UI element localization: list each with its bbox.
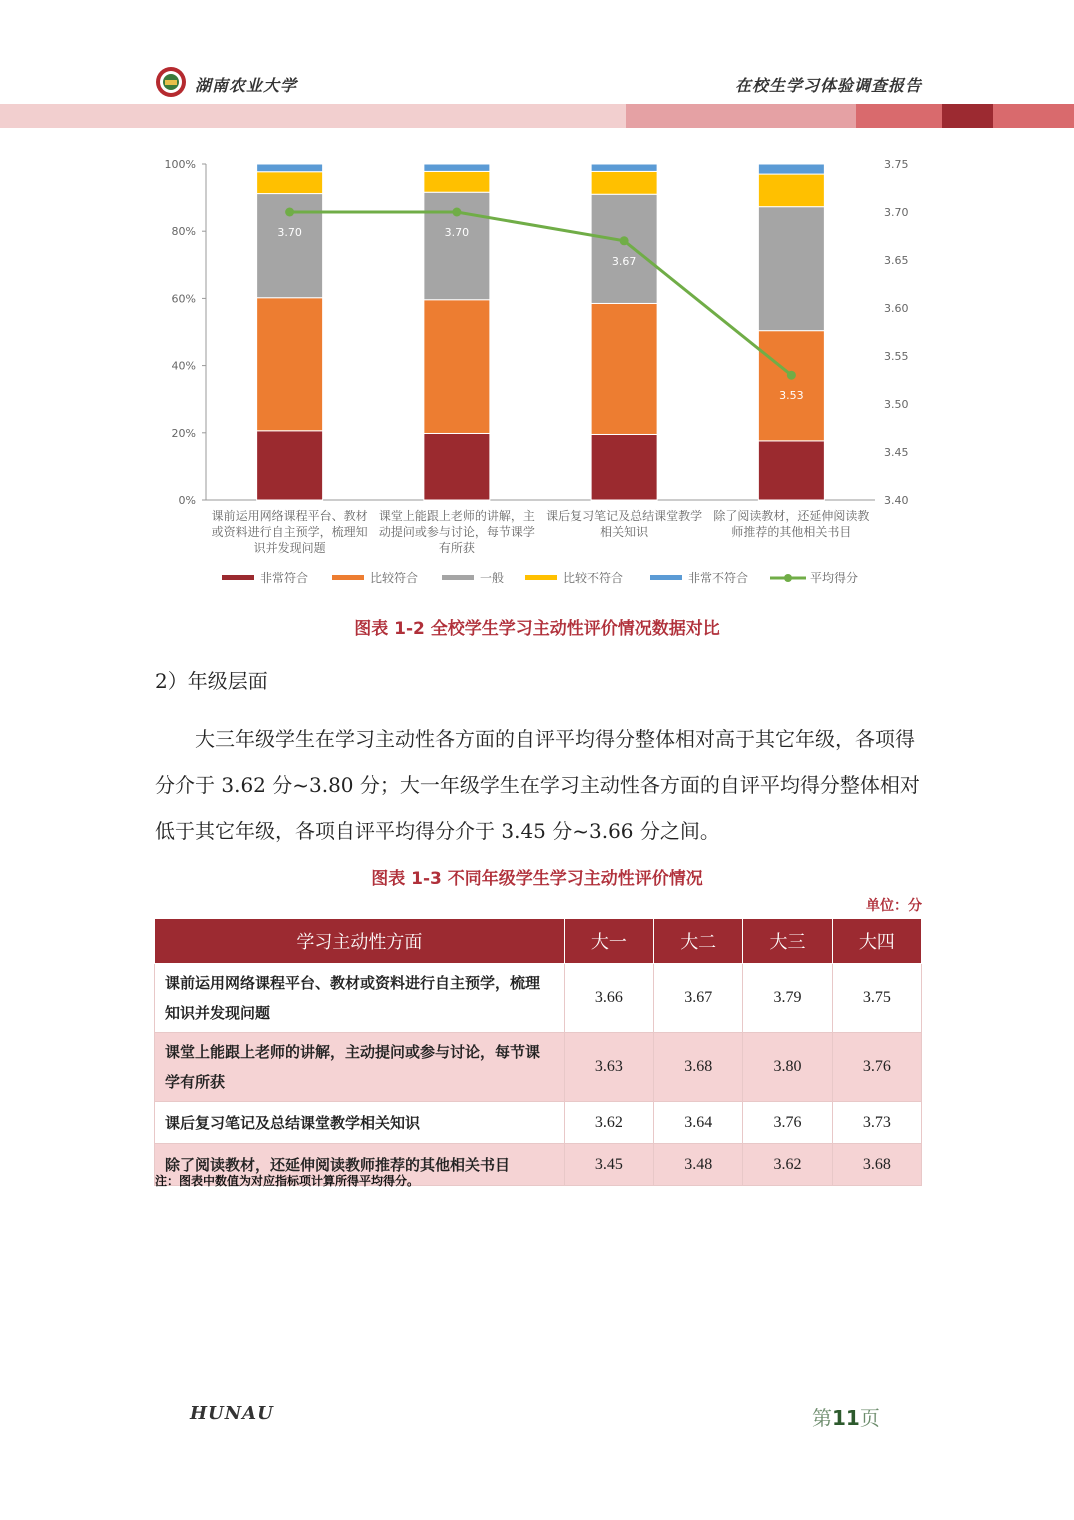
bar-segment [257,298,323,431]
average-score-label: 3.70 [277,226,302,239]
table-header-row [155,919,922,964]
legend-swatch [442,575,474,580]
table-title: 图表 1-3 不同年级学生学习主动性评价情况 [371,869,703,889]
category-label: 或资料进行自主预学，梳理知 [211,525,368,539]
category-label: 课堂上能跟上老师的讲解，主 [378,509,535,523]
bar-segment [257,431,323,500]
page-prefix: 第 [812,1406,832,1430]
legend-label: 一般 [480,571,505,585]
score-cell: 3.45 [564,1144,653,1186]
bar-segment [591,171,657,194]
score-cell: 3.68 [832,1144,921,1186]
right-tick-label: 3.50 [884,398,909,411]
aspect-cell: 除了阅读教材，还延伸阅读教师推荐的其他相关书目 [155,1144,565,1186]
stacked-bar-line-chart [150,150,930,600]
bar-segment [257,164,323,172]
score-cell: 3.62 [564,1102,653,1144]
header-color-band [0,104,1074,128]
right-tick-label: 3.60 [884,302,909,315]
header-university-name: 湖南农业大学 [195,76,298,95]
right-tick-label: 3.70 [884,206,909,219]
band-segment [942,104,993,128]
figure-title: 图表 1-2 全校学生学习主动性评价情况数据对比 [354,619,720,639]
legend-swatch [222,575,254,580]
left-tick-label: 40% [171,359,196,373]
score-cell: 3.80 [743,1033,832,1102]
table-row [155,1033,922,1102]
category-label: 课前运用网络课程平台、教材 [211,509,368,523]
score-cell: 3.67 [654,964,743,1033]
average-score-point [787,371,796,380]
average-score-label: 3.67 [611,254,637,268]
table-row [155,964,922,1033]
table-row [155,1102,922,1144]
bar-segment [758,164,824,174]
bar-segment [591,434,657,500]
footer-abbreviation: HUNAU [190,1403,274,1424]
right-tick-label: 3.40 [884,494,909,507]
header-cell: 大四 [832,919,921,964]
right-tick-label: 3.55 [884,350,909,363]
body-paragraph [155,716,925,854]
score-cell: 3.76 [743,1102,832,1144]
right-tick-label: 3.75 [884,158,909,171]
bar-segment [424,300,490,434]
legend-label: 比较符合 [370,571,419,585]
grade-comparison-table [154,918,922,1186]
left-tick-label: 60% [171,292,196,306]
left-tick-label: 80% [171,225,196,239]
average-score-label: 3.70 [444,226,470,239]
left-tick-label: 100% [164,158,196,171]
category-label: 动提问或参与讨论，每节课学 [378,525,535,539]
average-score-line [290,212,792,375]
right-tick-label: 3.45 [884,446,909,459]
header-cell: 学习主动性方面 [155,919,565,964]
bar-segment [591,194,657,303]
legend-marker [784,574,792,582]
header-report-title: 在校生学习体验调查报告 [734,76,922,95]
bar-segment [424,171,490,192]
score-cell: 3.73 [832,1102,921,1144]
bar-segment [758,174,824,207]
category-label: 相关知识 [600,525,649,539]
university-logo [155,66,187,98]
category-label: 有所获 [438,541,475,555]
right-tick-label: 3.65 [884,254,909,267]
legend-label: 非常符合 [260,571,309,585]
average-score-point [452,208,461,217]
header-cell: 大一 [564,919,653,964]
band-segment [993,104,1074,128]
bar-segment [758,207,824,331]
category-label: 除了阅读教材，还延伸阅读教 [713,509,870,523]
page-suffix: 页 [859,1406,880,1430]
left-tick-label: 0% [178,494,196,507]
score-cell: 3.48 [654,1144,743,1186]
score-cell: 3.63 [564,1033,653,1102]
unit-label: 单位：分 [866,898,922,914]
score-cell: 3.66 [564,964,653,1033]
bar-segment [591,303,657,434]
score-cell: 3.79 [743,964,832,1033]
average-score-label: 3.53 [779,389,804,403]
page-number [812,1402,880,1431]
legend-swatch [650,575,682,580]
category-label: 识并发现问题 [253,541,326,555]
paragraph-text: 大三年级学生在学习主动性各方面的自评平均得分整体相对高于其它年级，各项得分介于 3.62 分~3.80 分；大一年级学生在学习主动性各方面的自评平均得分整体相对低于其它年级，各项自评平均得分介于 3.45 分~3.66 分之间。 [155,727,920,843]
page-number-value: 11 [832,1406,860,1430]
bar-segment [424,433,490,500]
band-segment [0,104,626,128]
category-label: 课后复习笔记及总结课堂教学 [546,509,703,523]
score-cell: 3.68 [654,1033,743,1102]
table-note: 注：图表中数值为对应指标项计算所得平均得分。 [155,1174,420,1188]
bar-segment [758,441,824,500]
legend-label: 平均得分 [810,571,859,585]
legend-swatch [525,575,557,580]
average-score-point [285,208,294,217]
score-cell: 3.75 [832,964,921,1033]
score-cell: 3.64 [654,1102,743,1144]
band-segment [626,104,856,128]
left-tick-label: 20% [171,426,196,440]
score-cell: 3.76 [832,1033,921,1102]
aspect-cell: 课堂上能跟上老师的讲解，主动提问或参与讨论，每节课学有所获 [155,1033,565,1102]
bar-segment [257,172,323,194]
header-cell: 大二 [654,919,743,964]
category-label: 师推荐的其他相关书目 [731,525,852,539]
header-cell: 大三 [743,919,832,964]
legend-label: 非常不符合 [688,571,749,585]
score-cell: 3.62 [743,1144,832,1186]
aspect-cell: 课后复习笔记及总结课堂教学相关知识 [155,1102,565,1144]
bar-segment [591,164,657,171]
section-heading: 2）年级层面 [155,669,268,693]
average-score-point [620,236,629,245]
bar-segment [758,331,824,441]
band-segment [856,104,942,128]
aspect-cell: 课前运用网络课程平台、教材或资料进行自主预学，梳理知识并发现问题 [155,964,565,1033]
bar-segment [424,164,490,171]
legend-swatch [332,575,364,580]
legend-label: 比较不符合 [563,571,624,585]
